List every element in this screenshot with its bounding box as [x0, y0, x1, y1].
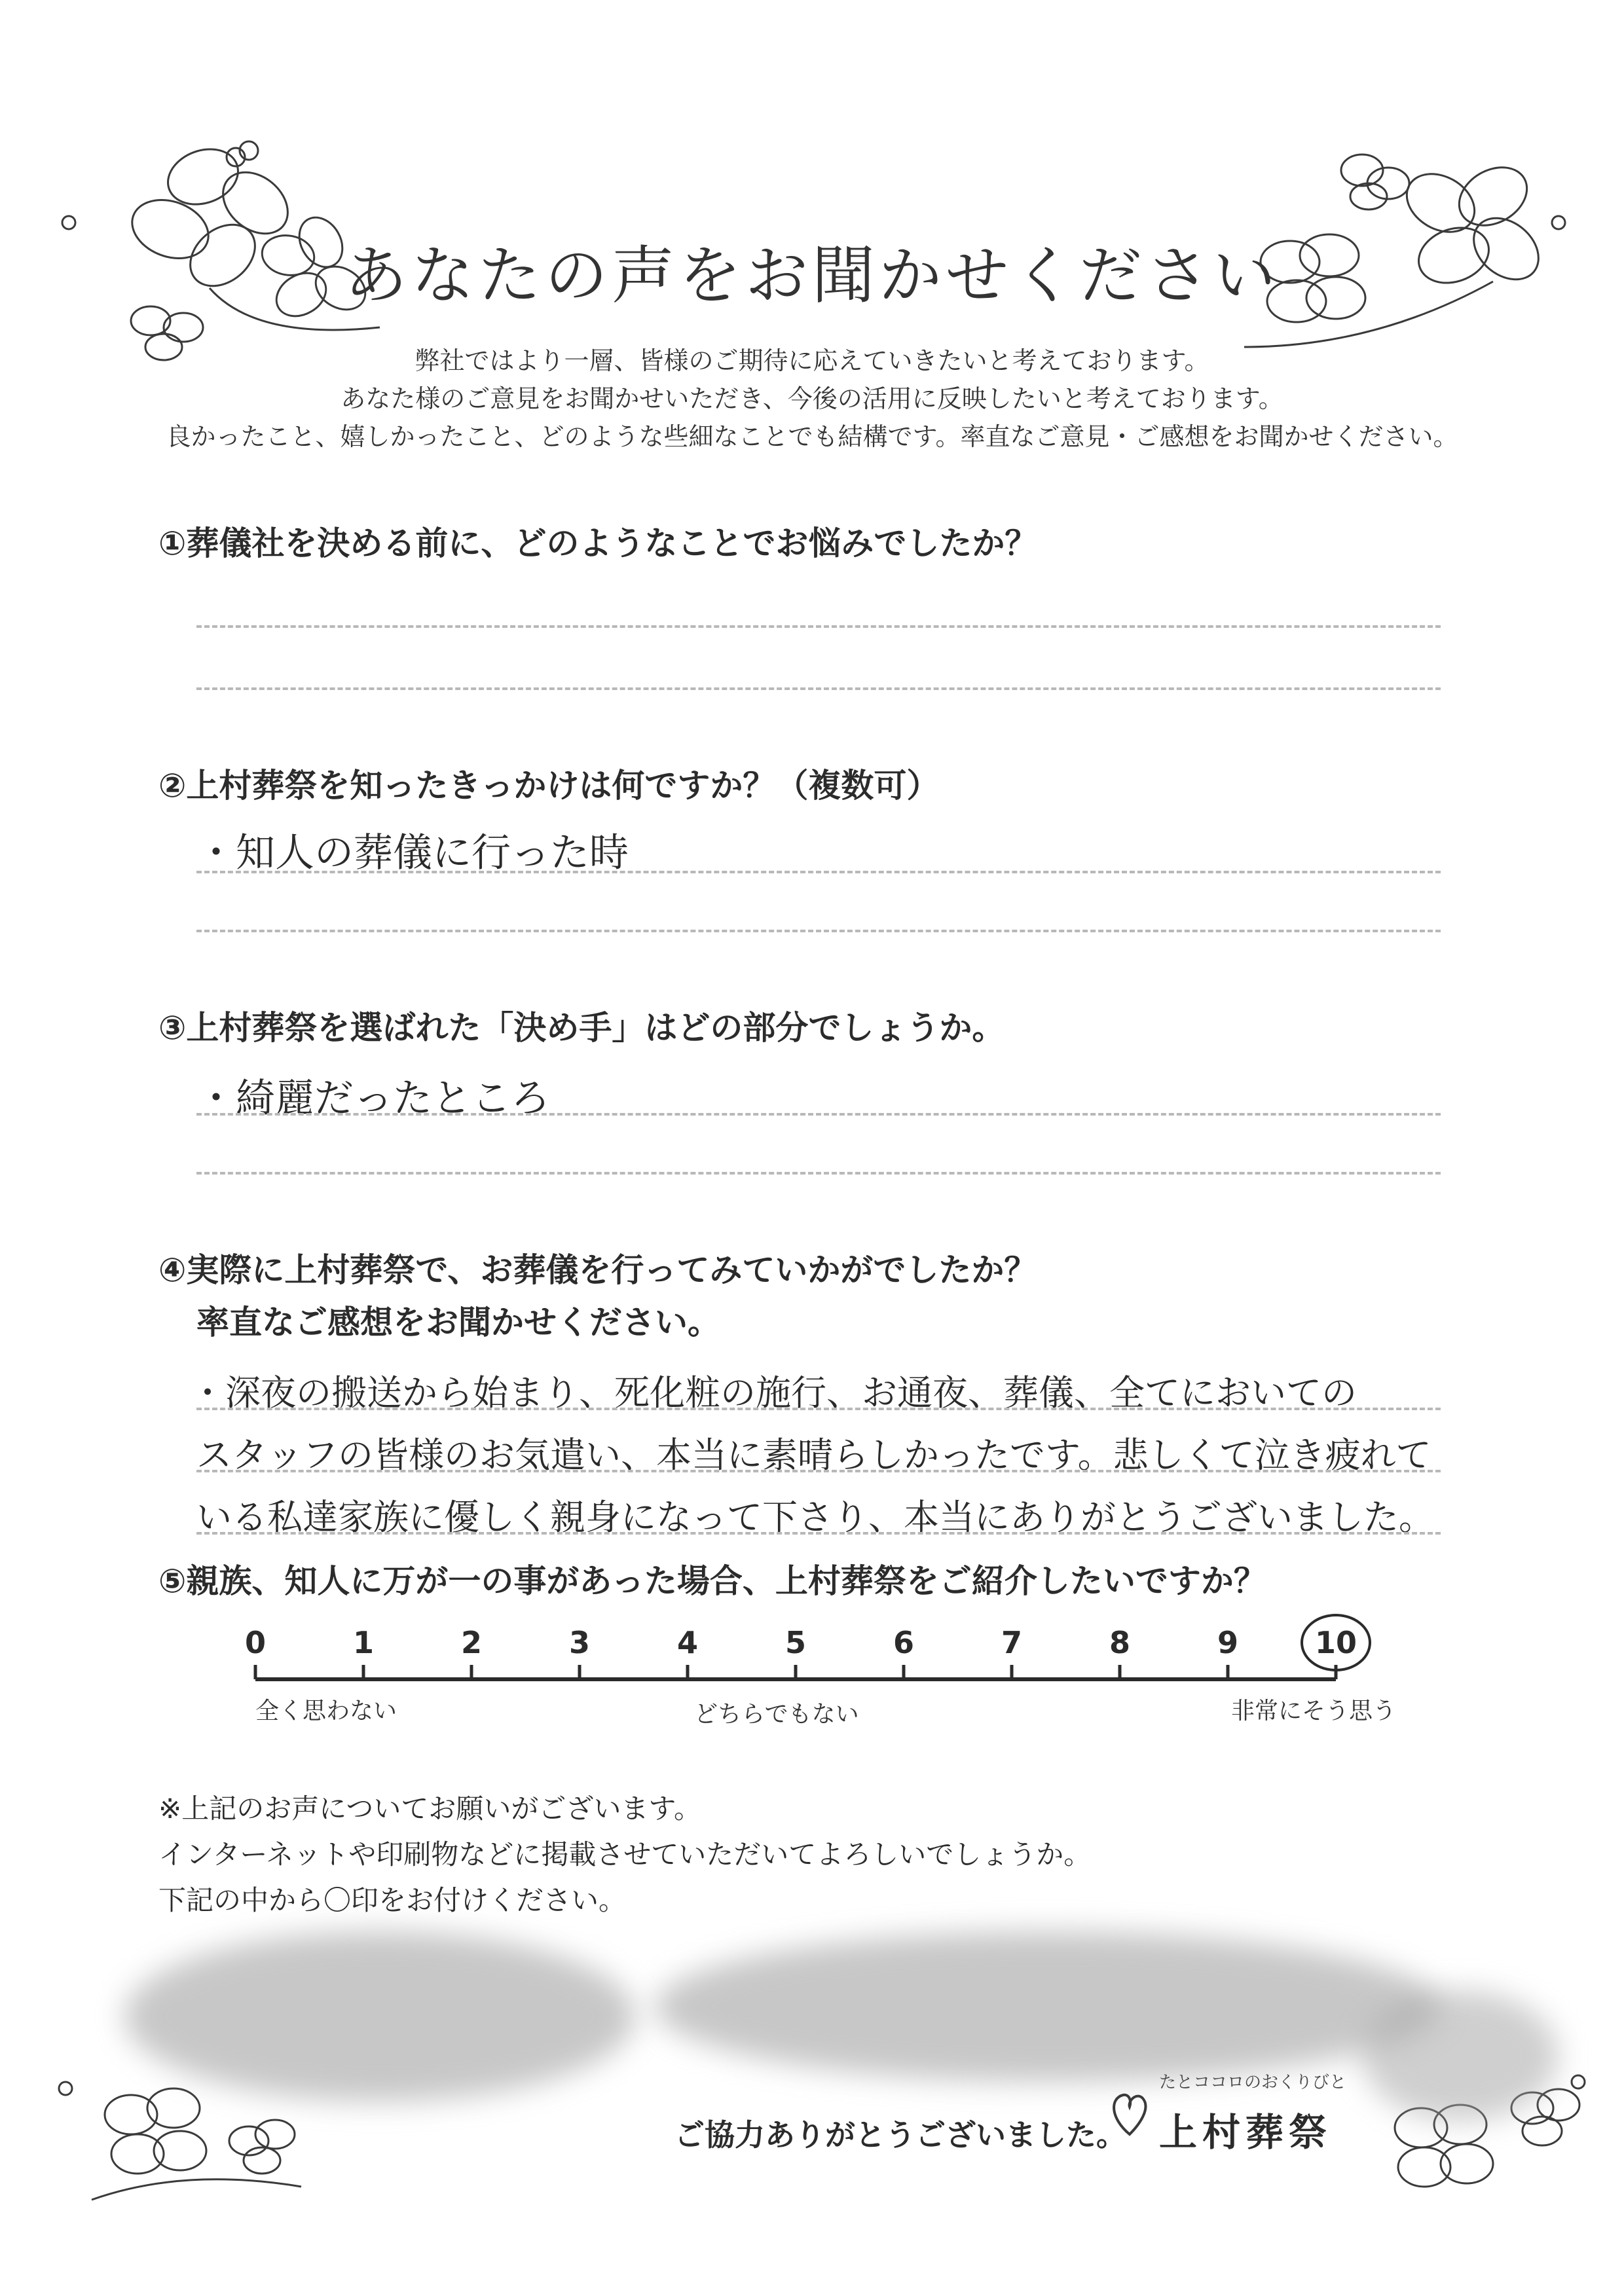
question-5-label: ⑤親族、知人に万が一の事があった場合、上村葬祭をご紹介したいですか？: [158, 1562, 1266, 1600]
scale-tick-label: 4: [676, 1625, 699, 1660]
scale-tick-label: 10: [1314, 1625, 1357, 1660]
question-2-label: ②上村葬祭を知ったきっかけは何ですか？（複数可）: [158, 767, 940, 805]
logo-name: 上村葬祭: [1159, 2110, 1333, 2155]
question-4-sublabel: 率直なご感想をお聞かせください。: [196, 1303, 720, 1341]
notice-line: ※上記のお声についてお願いがございます。: [158, 1793, 701, 1825]
notice-line: インターネットや印刷物などに掲載させていただいてよろしいでしょうか。: [158, 1838, 1092, 1870]
scale-tick-label: 3: [568, 1625, 591, 1660]
question-1-label: ①葬儀社を決める前に、どのようなことでお悩みでしたか？: [158, 524, 1038, 562]
redacted-area: [1362, 1990, 1559, 2121]
scale-high-label: 非常にそう思う: [1231, 1698, 1397, 1724]
question-4-label: ④実際に上村葬祭で、お葬儀を行ってみていかがでしたか？: [158, 1251, 1037, 1289]
intro-line: 良かったこと、嬉しかったこと、どのような些細なことでも結構です。率直なご意見・ご感想をお聞かせください。: [166, 422, 1458, 451]
scale-mid-label: どちらでもない: [694, 1701, 859, 1728]
page-title: あなたの声をお聞かせください: [344, 239, 1280, 312]
scale-tick-label: 1: [352, 1625, 375, 1660]
scale-tick-label: 5: [784, 1625, 807, 1660]
scale-tick-label: 7: [1001, 1625, 1023, 1660]
notice-line: 下記の中から〇印をお付けください。: [158, 1884, 627, 1916]
heart-logo-icon: [1107, 2082, 1153, 2141]
redacted-area: [124, 1931, 635, 2102]
scale-tick-label: 6: [893, 1625, 915, 1660]
scale-tick-label: 8: [1109, 1625, 1131, 1660]
scale-tick-label: 2: [460, 1625, 483, 1660]
handwritten-answer: いる私達家族に優しく親身になって下さり、本当にありがとうございました。: [196, 1497, 1434, 1538]
handwritten-answer: ・深夜の搬送から始まり、死化粧の施行、お通夜、葬儀、全てにおいての: [190, 1372, 1357, 1413]
handwritten-answer: ・知人の葬儀に行った時: [196, 830, 629, 876]
handwritten-answer: ・綺麗だったところ: [196, 1076, 550, 1121]
scale-low-label: 全く思わない: [255, 1698, 397, 1724]
intro-line: あなた様のご意見をお聞かせいただき、今後の活用に反映したいと考えております。: [341, 384, 1283, 413]
scale-tick-label: 9: [1217, 1625, 1239, 1660]
intro-line: 弊社ではより一層、皆様のご期待に応えていきたいと考えております。: [415, 346, 1209, 375]
logo-tagline: たとココロのおくりびと: [1159, 2073, 1347, 2092]
scale-tick-label: 0: [244, 1625, 267, 1660]
question-3-label: ③上村葬祭を選ばれた「決め手」はどの部分でしょうか。: [158, 1009, 1005, 1047]
redacted-area: [655, 1931, 1441, 2082]
thanks-text: ご協力ありがとうございました。: [674, 2117, 1126, 2153]
handwritten-answer: スタッフの皆様のお気遣い、本当に素晴らしかったです。悲しくて泣き疲れて: [196, 1434, 1431, 1476]
